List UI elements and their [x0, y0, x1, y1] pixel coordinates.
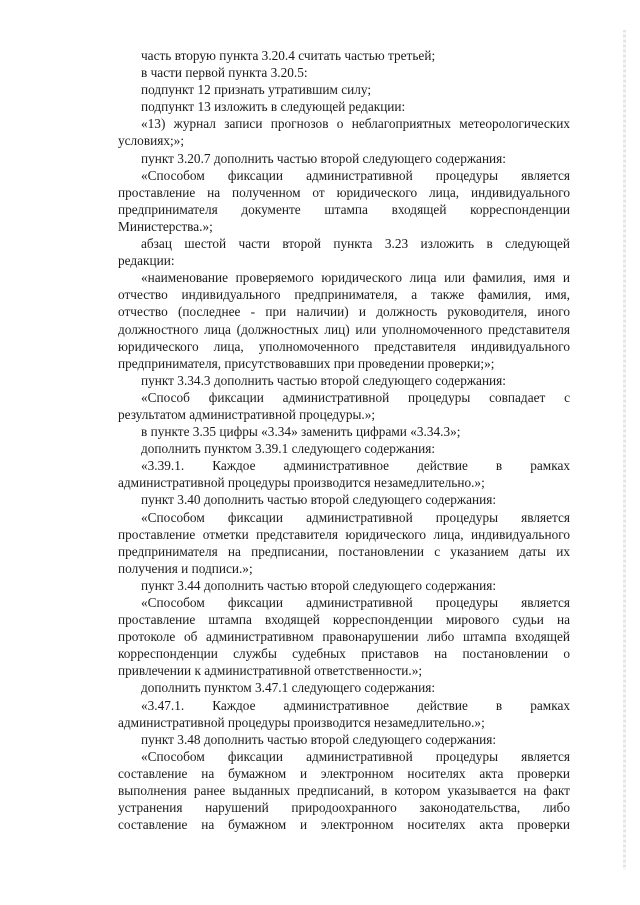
- text-line: «Способом фиксации административной процедуры является: [141, 748, 570, 764]
- text-line: корреспонденции службы судебных приставов на постановлении о: [118, 646, 570, 662]
- text-line: «13) журнал записи прогнозов о неблагоприятных метеорологических: [141, 116, 570, 132]
- text-line: Министерства.»;: [118, 218, 213, 234]
- text-line: отчество (последнее - при наличии) и должность руководителя, иного: [118, 304, 570, 320]
- text-line: «3.39.1. Каждое административное действие в рамках: [141, 458, 570, 474]
- text-line: отчество индивидуального предпринимателя, а также фамилия, имя,: [118, 287, 570, 303]
- text-line: предпринимателя документе штампа входящей корреспонденции: [118, 201, 570, 217]
- text-line: протоколе об административном правонарушении либо штампа входящей: [118, 629, 570, 645]
- text-line: юридического лица, уполномоченного представителя индивидуального: [118, 338, 570, 354]
- text-line: «Способ фиксации административной процедуры совпадает с: [141, 389, 570, 405]
- text-line: предпринимателя на предписании, постановлении с указанием даты их: [118, 543, 570, 559]
- text-line: подпункт 13 изложить в следующей редакции:: [141, 99, 406, 115]
- text-line: «3.47.1. Каждое административное действие в рамках: [141, 697, 570, 713]
- text-line: привлечении к административной ответственности.»;: [118, 663, 423, 679]
- text-line: подпункт 12 признать утратившим силу;: [141, 82, 372, 98]
- text-line: проставление отметки представителя юридического лица, индивидуального: [118, 526, 570, 542]
- text-line: проставление на полученном от юридического лица, индивидуального: [118, 184, 570, 200]
- text-line: в части первой пункта 3.20.5:: [141, 65, 308, 81]
- text-line: условиях;»;: [118, 133, 185, 149]
- text-line: составление на бумажном и электронном носителях акта проверки: [118, 817, 570, 833]
- text-line: административной процедуры производится незамедлительно.»;: [118, 475, 485, 491]
- text-line: пункт 3.48 дополнить частью второй следующего содержания:: [141, 731, 497, 747]
- text-line: «Способом фиксации административной процедуры является: [141, 167, 570, 183]
- text-line: выполнения ранее выданных предписаний, в котором указывается на факт: [118, 783, 570, 799]
- text-line: дополнить пунктом 3.39.1 следующего содержания:: [141, 441, 436, 457]
- text-line: «наименование проверяемого юридического лица или фамилия, имя и: [141, 270, 570, 286]
- text-line: пункт 3.20.7 дополнить частью второй следующего содержания:: [141, 150, 506, 166]
- text-line: редакции:: [118, 253, 175, 269]
- text-line: пункт 3.34.3 дополнить частью второй следующего содержания:: [141, 372, 506, 388]
- text-line: составление на бумажном и электронном носителях акта проверки: [118, 765, 570, 781]
- text-line: должностного лица (должностных лиц) или уполномоченного представителя: [118, 321, 570, 337]
- text-line: «Способом фиксации административной процедуры является: [141, 595, 570, 610]
- text-line: пункт 3.44 дополнить частью второй следующего содержания:: [141, 577, 497, 593]
- text-line: пункт 3.40 дополнить частью второй следующего содержания:: [141, 492, 497, 508]
- text-line: результатом административной процедуры.»;: [118, 406, 376, 422]
- text-line: получения и подписи.»;: [118, 560, 253, 576]
- text-line: дополнить пунктом 3.47.1 следующего содержания:: [141, 680, 436, 696]
- text-line: предпринимателя, присутствовавших при проведении проверки;»;: [118, 355, 495, 371]
- text-line: административной процедуры производится незамедлительно.»;: [118, 714, 485, 730]
- text-line: устранения нарушений природоохранного законодательства, либо: [118, 800, 570, 816]
- text-line: абзац шестой части второй пункта 3.23 изложить в следующей: [141, 236, 570, 252]
- scan-edge-artifact: [623, 30, 626, 870]
- text-line: в пункте 3.35 цифры «3.34» заменить цифрами «3.34.3»;: [141, 424, 461, 440]
- text-line: проставление штампа входящей корреспонденции мирового судьи на: [118, 612, 570, 628]
- document-body: [118, 47, 570, 833]
- text-line: часть вторую пункта 3.20.4 считать частью третьей;: [141, 48, 436, 63]
- text-line: «Способом фиксации административной процедуры является: [141, 509, 570, 525]
